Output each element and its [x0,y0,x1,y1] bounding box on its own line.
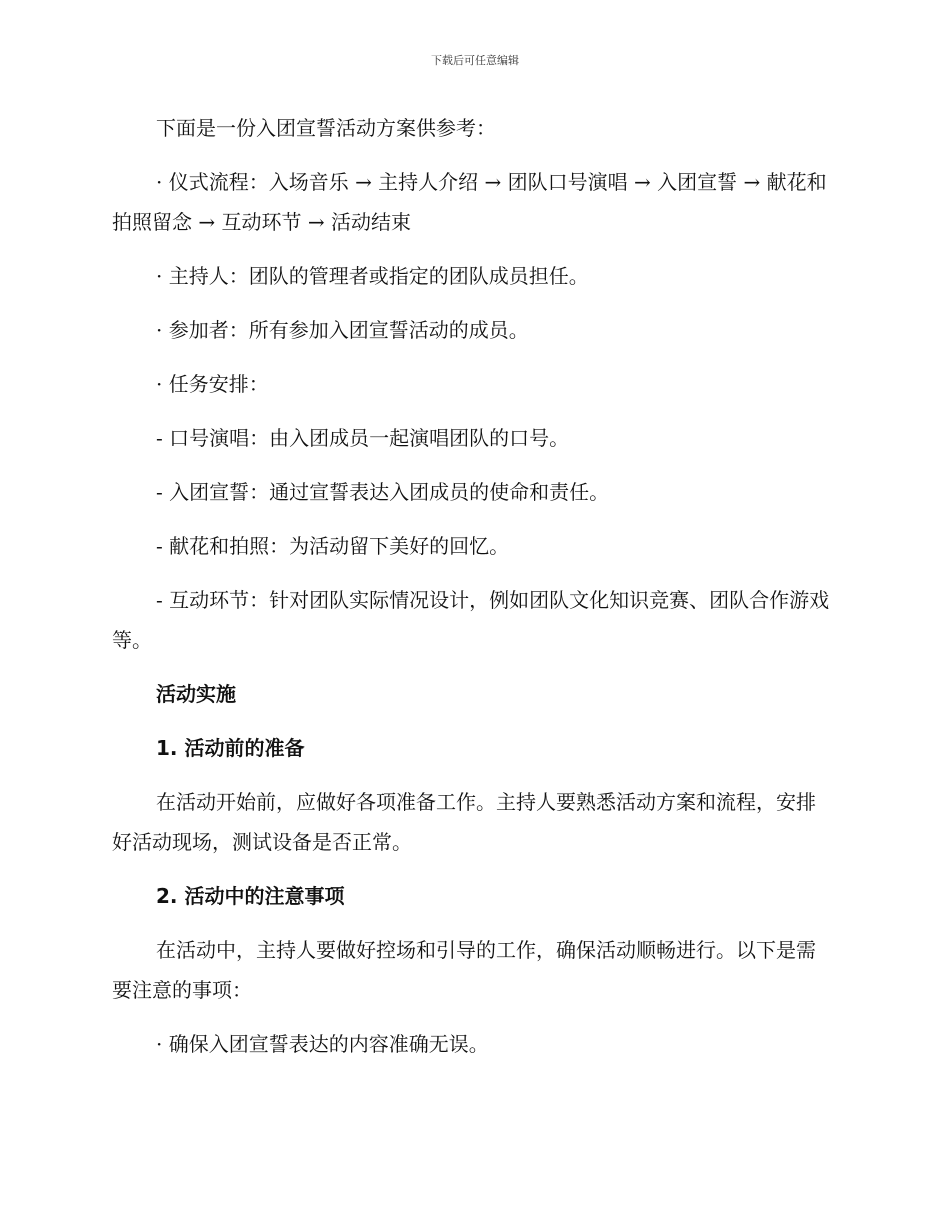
section-1-paragraph: 在活动开始前，应做好各项准备工作。主持人要熟悉活动方案和流程，安排好活动现场，测试设备是否正常。 [112,790,816,854]
tasks-title-item: · 任务安排： [156,372,269,396]
ceremony-flow-item: · 仪式流程：入场音乐 → 主持人介绍 → 团队口号演唱 → 入团宣誓 → 献花和拍照留念 → 互动环节 → 活动结束 [112,170,827,234]
section-2-paragraph: 在活动中，主持人要做好控场和引导的工作，确保活动顺畅进行。以下是需要注意的事项： [112,938,816,1002]
section-2-heading: 2. 活动中的注意事项 [156,884,345,908]
section-implementation-heading: 活动实施 [156,682,236,706]
page-header: 下载后可任意编辑 [431,54,519,67]
document-body [112,108,832,1078]
host-item: · 主持人：团队的管理者或指定的团队成员担任。 [156,264,589,288]
participants-item: · 参加者：所有参加入团宣誓活动的成员。 [156,318,529,342]
task-interaction-item: - 互动环节：针对团队实际情况设计，例如团队文化知识竞赛、团队合作游戏等。 [112,588,830,652]
task-flowers-item: - 献花和拍照：为活动留下美好的回忆。 [156,534,510,558]
task-slogan-item: - 口号演唱：由入团成员一起演唱团队的口号。 [156,426,570,450]
intro-paragraph: 下面是一份入团宣誓活动方案供参考： [156,116,496,140]
task-oath-item: - 入团宣誓：通过宣誓表达入团成员的使命和责任。 [156,480,610,504]
section-1-heading: 1. 活动前的准备 [156,736,305,760]
note-1-item: · 确保入团宣誓表达的内容准确无误。 [156,1032,489,1056]
